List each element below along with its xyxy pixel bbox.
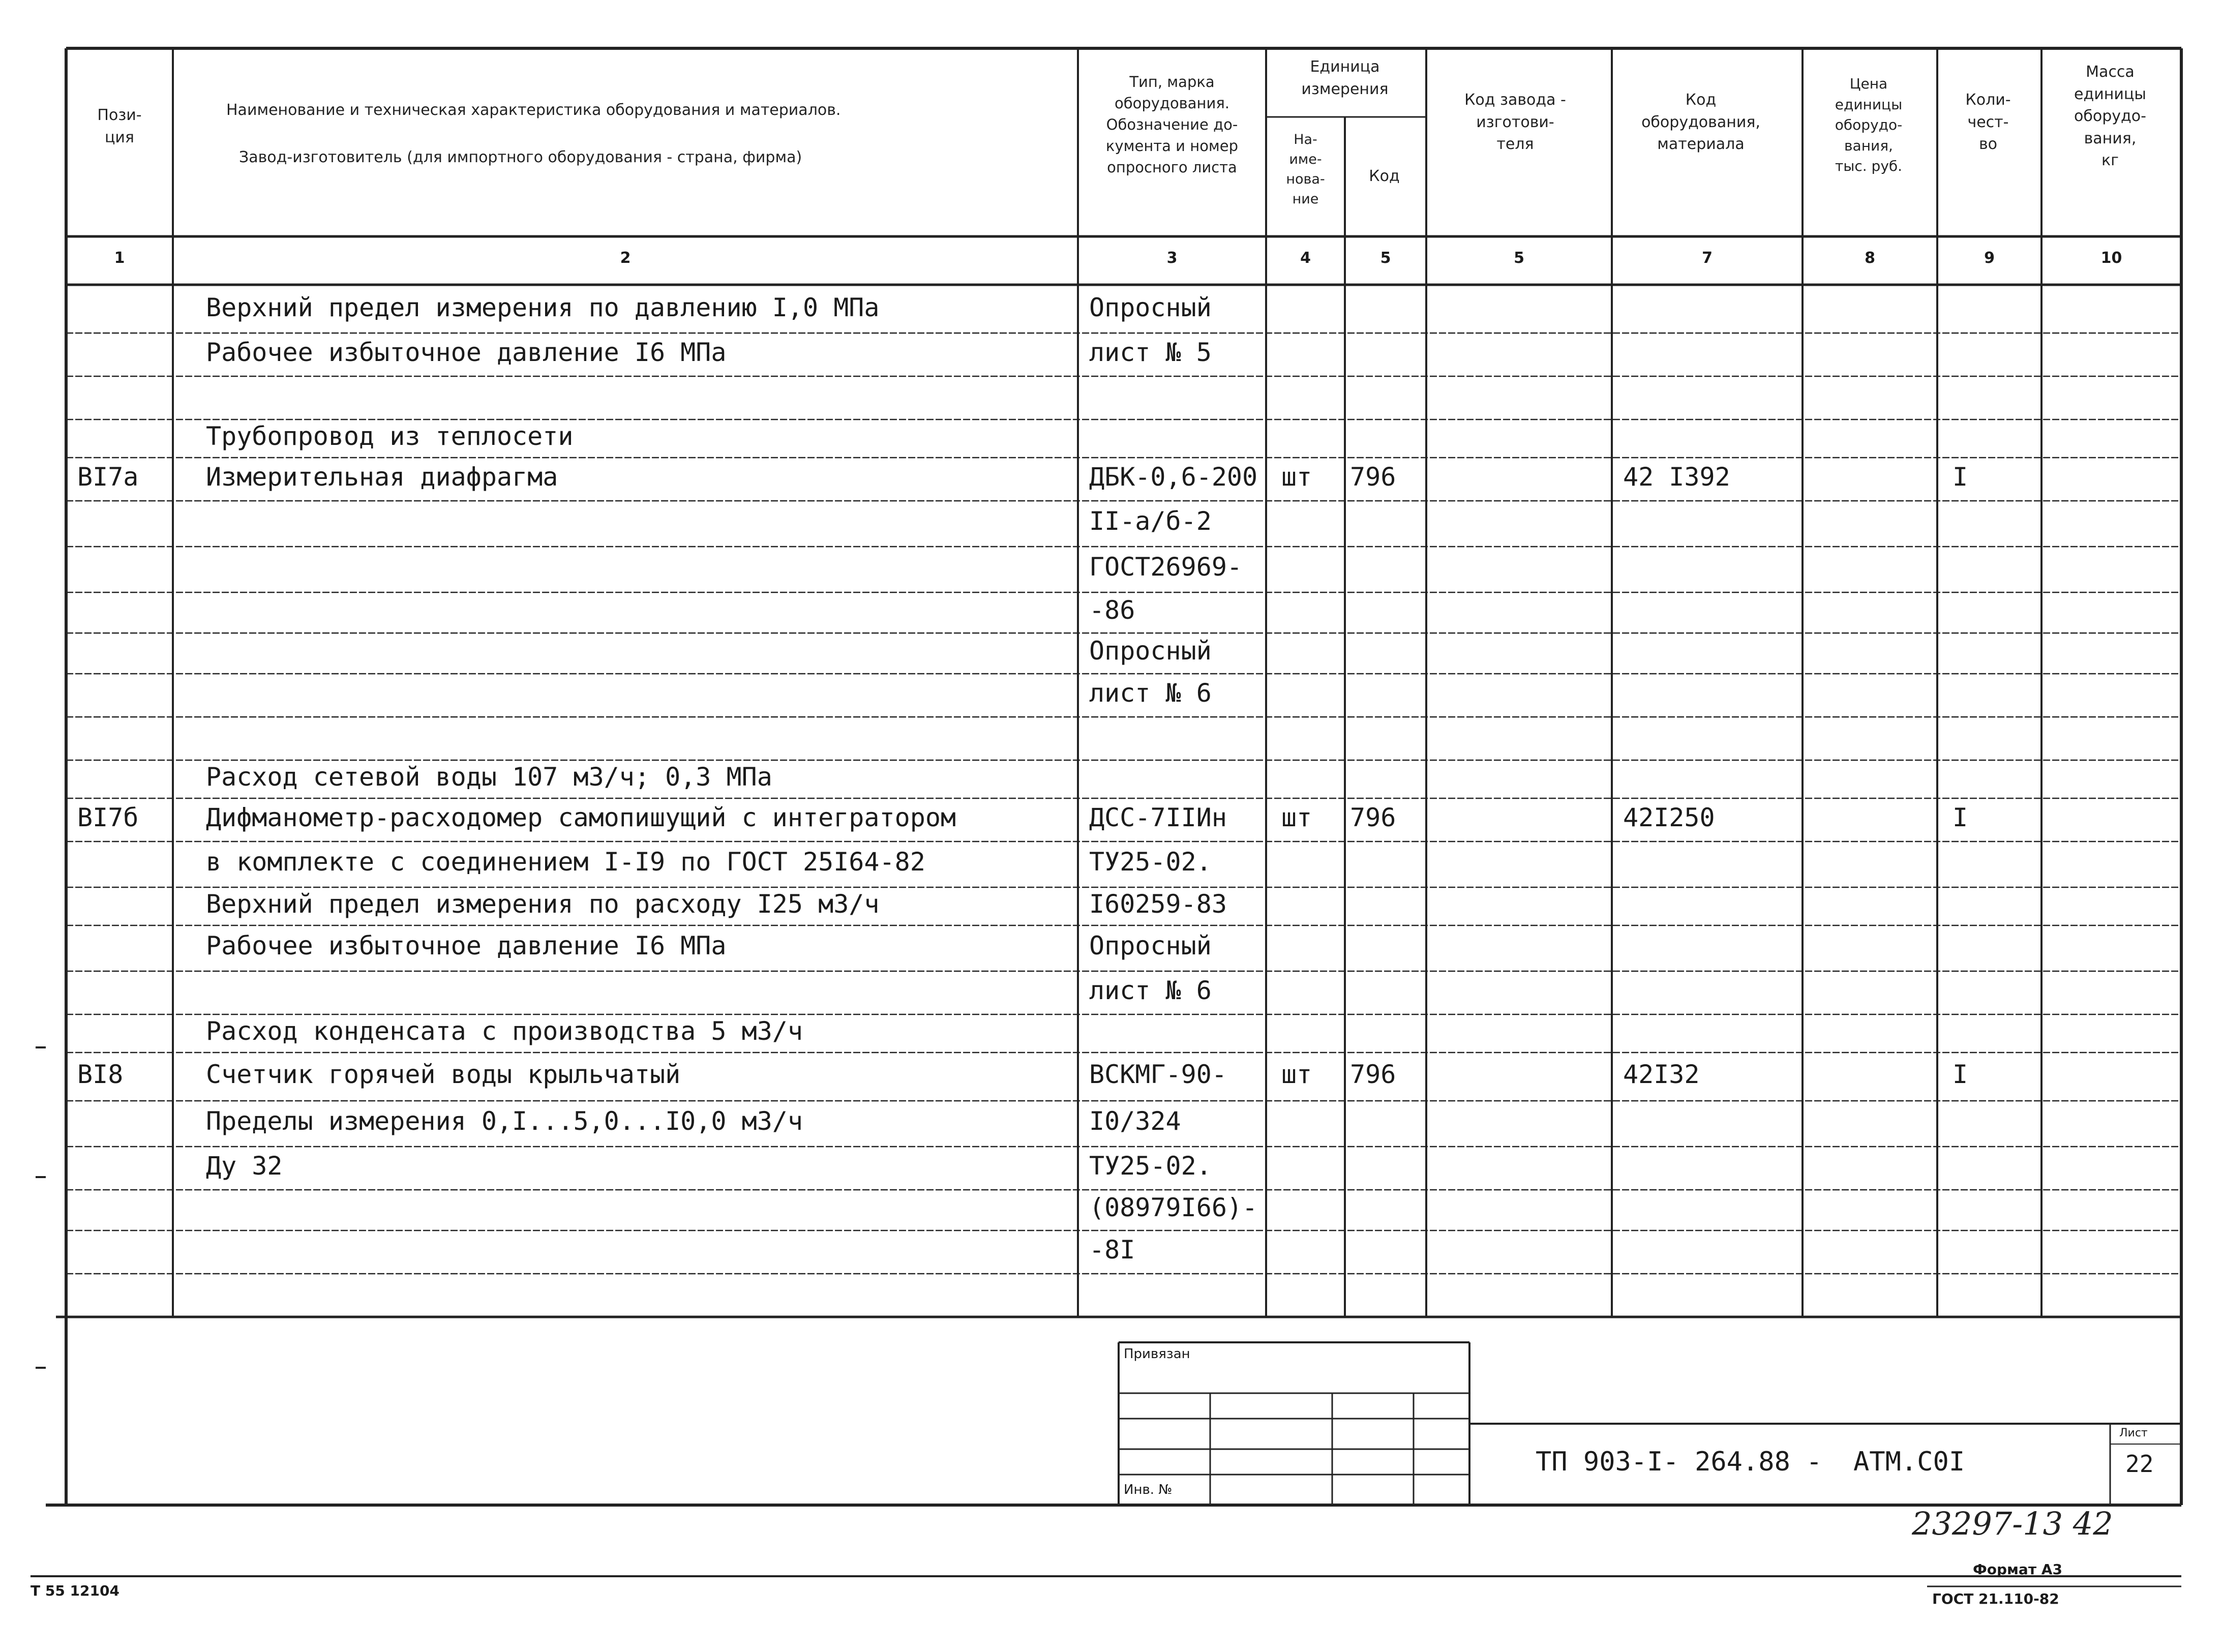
column-number: 2 (620, 249, 631, 267)
column-number: 4 (1300, 249, 1311, 267)
column-number: 1 (114, 249, 125, 267)
row-code: 796 (1350, 802, 1396, 832)
left-code: Т 55 12104 (31, 1582, 119, 1599)
row-type: -8I (1089, 1235, 1135, 1265)
column-number: 7 (1702, 249, 1713, 267)
header-col8: Цена единицы оборудо- вания, тыс. руб. (1835, 75, 1903, 175)
row-name: в комплекте с соединением I-I9 по ГОСТ 25I64-82 (206, 847, 925, 877)
handwritten-number: 23297-13 42 (1912, 1505, 2113, 1542)
row-type: Опросный (1089, 636, 1212, 666)
header-col5: Код (1369, 167, 1400, 185)
header-col4: На- име- нова- ние (1286, 132, 1325, 207)
doc-suffix: АТМ.С0I (1853, 1447, 1965, 1477)
row-name: Измерительная диафрагма (206, 462, 558, 492)
row-name: Ду 32 (206, 1151, 283, 1181)
row-type: лист № 6 (1089, 975, 1212, 1005)
row-type: ТУ25-02. (1089, 847, 1212, 877)
row-name: Расход конденсата с производства 5 м3/ч (206, 1016, 803, 1046)
header-col10: Масса единицы оборудо- вания, кг (2074, 63, 2146, 169)
sheet-number: 22 (2125, 1450, 2154, 1478)
header-col7: Код оборудования, материала (1641, 91, 1760, 153)
row-pos: BI8 (77, 1059, 124, 1089)
sheet-label: Лист (2119, 1427, 2148, 1439)
row-name: Верхний предел измерения по расходу I25 м3/ч (206, 889, 880, 919)
row-unit: шт (1281, 802, 1312, 832)
row-type: (08979I66)- (1089, 1193, 1258, 1222)
row-type: Опросный (1089, 931, 1212, 960)
row-pos: BI7б (77, 802, 139, 832)
stamp-inv-no: Инв. № (1124, 1482, 1173, 1497)
format-label: Формат А3 (1973, 1561, 2062, 1578)
row-type: I0/324 (1089, 1106, 1181, 1136)
row-code: 796 (1350, 462, 1396, 492)
row-type: II-а/б-2 (1089, 506, 1212, 536)
row-name: Расход сетевой воды 107 м3/ч; 0,3 МПа (206, 762, 772, 792)
row-qty: I (1953, 1059, 1968, 1089)
header-col2-line2: Завод-изготовитель (для импортного оборудования - страна, фирма) (239, 148, 802, 166)
doc-code: ТП 903-I- 264.88 - (1536, 1447, 1822, 1477)
row-type: ТУ25-02. (1089, 1151, 1212, 1181)
column-number: 9 (1984, 249, 1995, 267)
column-number: 8 (1865, 249, 1875, 267)
gost-label: ГОСТ 21.110-82 (1932, 1590, 2059, 1607)
header-col3: Тип, марка оборудования. Обозначение до- кумента и номер опросного листа (1105, 73, 1239, 176)
row-pos: BI7а (77, 462, 139, 492)
row-name: Рабочее избыточное давление I6 МПа (206, 337, 727, 367)
row-name: Верхний предел измерения по давлению I,0 МПа (206, 293, 880, 322)
row-name: Дифманометр-расходомер самопишущий с интегратором (206, 802, 956, 832)
header-col6: Код завода - изготови- теля (1464, 91, 1566, 153)
row-mat: 42I32 (1623, 1059, 1700, 1089)
row-unit: шт (1281, 462, 1312, 492)
row-type: лист № 6 (1089, 678, 1212, 708)
header-col2-line1: Наименование и техническая характеристика оборудования и материалов. (226, 101, 841, 119)
row-name: Счетчик горячей воды крыльчатый (206, 1059, 681, 1089)
row-qty: I (1953, 802, 1968, 832)
row-mat: 42 I392 (1623, 462, 1730, 492)
row-code: 796 (1350, 1059, 1396, 1089)
row-mat: 42I250 (1623, 802, 1715, 832)
column-number: 5 (1380, 249, 1391, 267)
column-number: 5 (1514, 249, 1524, 267)
row-unit: шт (1281, 1059, 1312, 1089)
row-type: Опросный (1089, 293, 1212, 322)
header-unit-group: Единица измерения (1301, 58, 1389, 98)
row-type: ВСКМГ-90- (1089, 1059, 1227, 1089)
row-type: лист № 5 (1089, 337, 1212, 367)
row-qty: I (1953, 462, 1968, 492)
row-type: I60259-83 (1089, 889, 1227, 919)
row-name: Пределы измерения 0,I...5,0...I0,0 м3/ч (206, 1106, 803, 1136)
column-number: 3 (1166, 249, 1178, 267)
row-type: ДБК-0,6-200 (1089, 462, 1258, 492)
header-col1: Пози- ция (97, 106, 142, 146)
row-type: -86 (1089, 595, 1135, 625)
row-type: ГОСТ26969- (1089, 552, 1243, 582)
row-name: Рабочее избыточное давление I6 МПа (206, 931, 727, 960)
header-col9: Коли- чест- во (1965, 91, 2011, 153)
column-number: 10 (2100, 249, 2122, 267)
row-type: ДСС-7IIИн (1089, 802, 1227, 832)
stamp-privyazan: Привязан (1124, 1346, 1190, 1362)
row-name: Трубопровод из теплосети (206, 421, 574, 451)
